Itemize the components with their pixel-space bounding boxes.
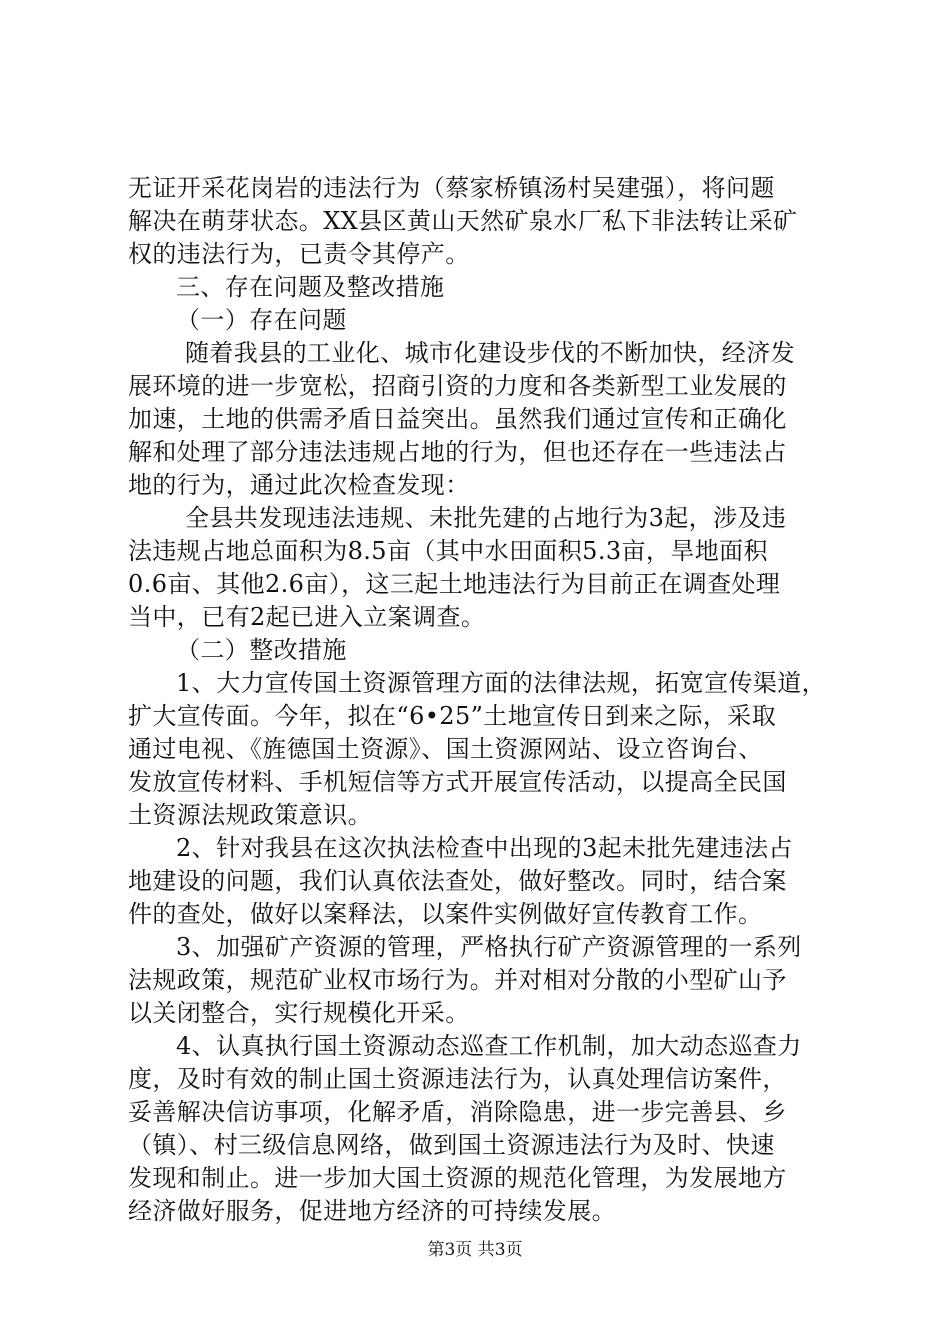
subsection-heading: （二）整改措施 (176, 636, 347, 664)
text-line: 解和处理了部分违法违规占地的行为，但也还存在一些违法占 (128, 438, 787, 466)
text-line: 权的违法行为，已责令其停产。 (128, 240, 470, 268)
text-line: 加速，土地的供需矛盾日益突出。虽然我们通过宣传和正确化 (128, 405, 787, 433)
text-line: 当中，已有2起已进入立案调查。 (128, 603, 486, 631)
text-line: 全县共发现违法违规、未批先建的占地行为3起，涉及违 (185, 504, 787, 532)
page-number-label: 第3页 共3页 (427, 1240, 523, 1260)
text-line: 1、大力宣传国土资源管理方面的法律法规，拓宽宣传渠道， (176, 669, 827, 697)
text-line: 件的查处，做好以案释法，以案件实例做好宣传教育工作。 (128, 900, 763, 928)
text-line: 发放宣传材料、手机短信等方式开展宣传活动，以提高全民国 (128, 768, 787, 796)
text-line: 以关闭整合，实行规模化开采。 (128, 999, 470, 1027)
text-line: 4、认真执行国土资源动态巡查工作机制，加大动态巡查力 (176, 1032, 802, 1060)
text-line: 经济做好服务，促进地方经济的可持续发展。 (128, 1197, 616, 1225)
document-body (128, 172, 828, 1228)
text-line: 法违规占地总面积为8.5亩（其中水田面积5.3亩，旱地面积 (128, 537, 768, 565)
text-line: 发现和制止。进一步加大国土资源的规范化管理，为发展地方 (128, 1164, 787, 1192)
text-line: 通过电视、《旌德国土资源》、国土资源网站、设立咨询台、 (128, 735, 763, 763)
subsection-heading: （一）存在问题 (176, 306, 347, 334)
text-line: 0.6亩、其他2.6亩），这三起土地违法行为目前正在调查处理 (128, 570, 781, 598)
text-line: 地的行为，通过此次检查发现： (128, 471, 470, 499)
text-line: 无证开采花岗岩的违法行为（蔡家桥镇汤村吴建强），将问题 (128, 174, 775, 202)
text-line: 3、加强矿产资源的管理，严格执行矿产资源管理的一系列 (176, 933, 802, 961)
text-line: 法规政策，规范矿业权市场行为。并对相对分散的小型矿山予 (128, 966, 787, 994)
text-line: 土资源法规政策意识。 (128, 801, 372, 829)
text-line: 2、针对我县在这次执法检查中出现的3起未批先建违法占 (176, 834, 793, 862)
text-line: 解决在萌芽状态。XX县区黄山天然矿泉水厂私下非法转让采矿 (128, 207, 798, 235)
text-line: 扩大宣传面。今年，拟在“6•25”土地宣传日到来之际，采取 (128, 702, 777, 730)
section-heading: 三、存在问题及整改措施 (176, 273, 445, 301)
text-line: 地建设的问题，我们认真依法查处，做好整改。同时，结合案 (128, 867, 787, 895)
text-line: 随着我县的工业化、城市化建设步伐的不断加快，经济发 (185, 339, 795, 367)
page-footer (0, 1240, 950, 1260)
text-line: 度，及时有效的制止国土资源违法行为，认真处理信访案件， (128, 1065, 787, 1093)
text-line: 展环境的进一步宽松，招商引资的力度和各类新型工业发展的 (128, 372, 787, 400)
text-line: 妥善解决信访事项，化解矛盾，消除隐患，进一步完善县、乡 (128, 1098, 787, 1126)
text-line: （镇）、村三级信息网络，做到国土资源违法行为及时、快速 (128, 1131, 775, 1159)
